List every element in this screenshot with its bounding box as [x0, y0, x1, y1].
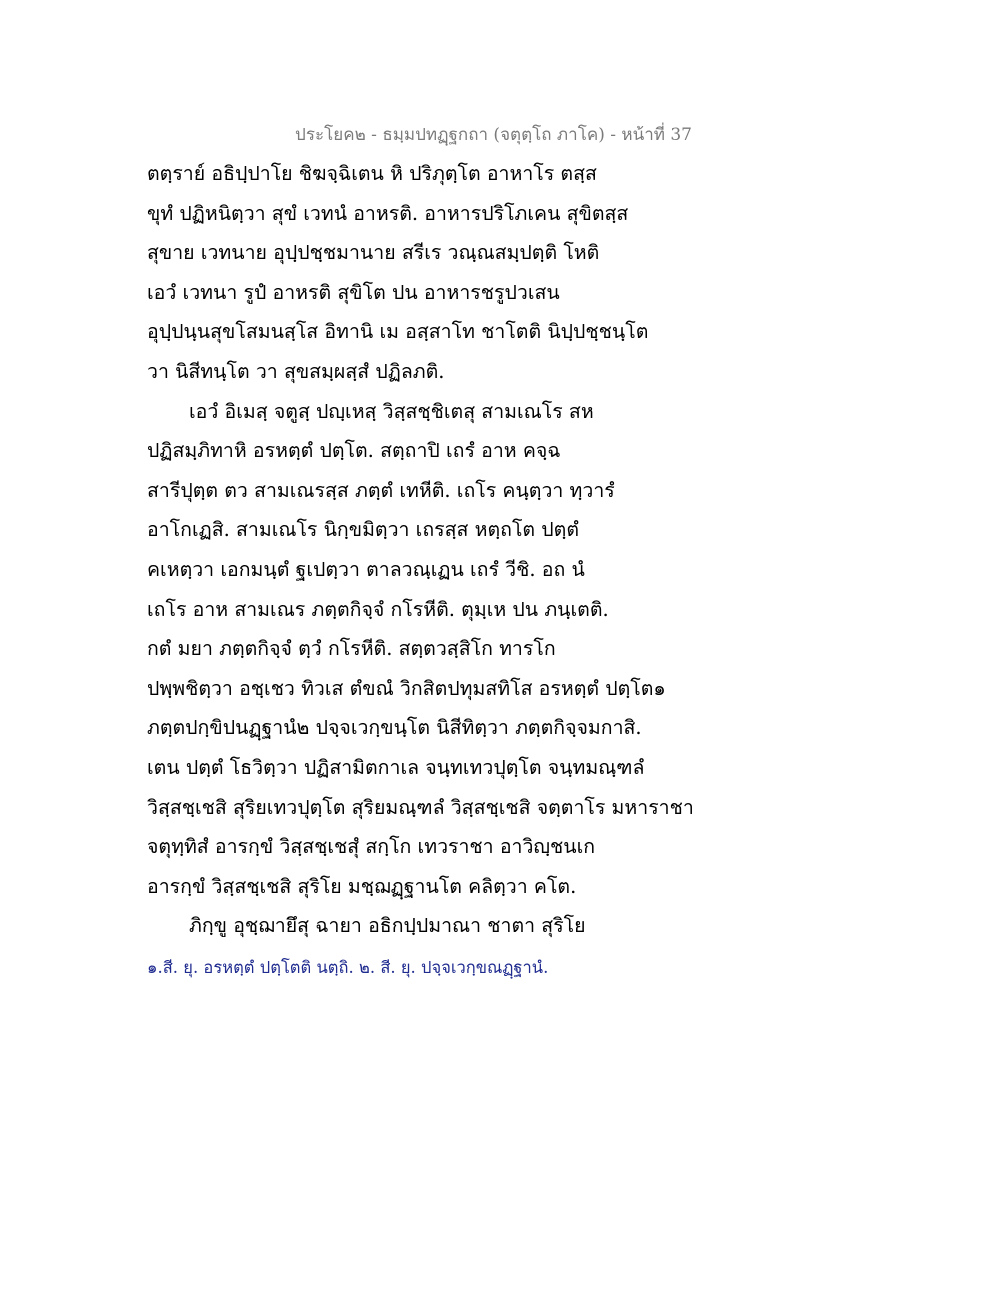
- text-line: สุขาย เวทนาย อุปฺปชฺชมานาย สรีเร วณฺณสมฺปตฺติ โหติ: [147, 241, 600, 265]
- paragraph-start-line: เอวํ อิเมสฺ จตูสฺ ปญฺเหสฺ วิสฺสชฺชิเตสุ สามเณโร สห: [189, 399, 594, 423]
- text-line: วา นิสีทนฺโต วา สุขสมฺผสฺสํ ปฏิลภติ.: [147, 359, 445, 383]
- text-line: คเหตฺวา เอกมนฺตํ ฐเปตฺวา ตาลวณฺเฏน เถรํ วีชิ. อถ นํ: [147, 557, 585, 581]
- text-line: ปพฺพชิตฺวา อชฺเชว ทิวเส ตํขณํ วิกสิตปทุมสทิโส อรหตฺตํ ปตฺโต๑: [147, 676, 666, 700]
- paragraph-start-line: ภิกฺขู อุชฺฌายึสุ ฉายา อธิกปฺปมาณา ชาตา สุริโย: [189, 914, 586, 938]
- text-line: เถโร อาห สามเณร ภตฺตกิจฺจํ กโรหีติ. ตุมฺเห ปน ภนฺเตติ.: [147, 597, 609, 621]
- text-line: อาโกเฏสิ. สามเณโร นิกฺขมิตฺวา เถรสฺส หตฺถโต ปตฺตํ: [147, 518, 579, 542]
- text-line: สารีปุตฺต ตว สามเณรสฺส ภตฺตํ เทหีติ. เถโร คนฺตฺวา ทฺวารํ: [147, 478, 615, 502]
- text-line: ปฏิสมฺภิทาหิ อรหตฺตํ ปตฺโต. สตฺถาปิ เถรํ อาห คจฺฉ: [147, 439, 561, 463]
- text-line: กตํ มยา ภตฺตกิจฺจํ ตฺวํ กโรหีติ. สตฺตวสฺสิโก ทารโก: [147, 637, 556, 661]
- body-text: [147, 154, 707, 946]
- text-line: อุปฺปนฺนสุขโสมนสฺโส อิทานิ เม อสฺสาโท ชาโตติ นิปฺปชฺชนฺโต: [147, 320, 649, 344]
- footnote: ๑.สี. ยุ. อรหตฺตํ ปตฺโตติ นตฺถิ. ๒. สี. ยุ. ปจฺจเวกฺขณฏฺฐานํ.: [147, 958, 549, 977]
- text-line: อารกฺขํ วิสฺสชฺเชสิ สุริโย มชฺฌฏฺฐานโต คลิตฺวา คโต.: [147, 874, 577, 898]
- text-line: ขุทํ ปฏิหนิตฺวา สุขํ เวทนํ อาหรติ. อาหารปริโภเคน สุขิตสฺส: [147, 201, 629, 225]
- text-line: ตตฺราย์ อธิปฺปาโย ชิฆจฺฉิเตน หิ ปริภุตฺโต อาหาโร ตสฺส: [147, 162, 597, 185]
- text-line: เตน ปตฺตํ โธวิตฺวา ปฏิสามิตกาเล จนฺทเทวปุตฺโต จนฺทมณฺฑลํ: [147, 755, 645, 779]
- text-line: วิสฺสชฺเชสิ สุริยเทวปุตฺโต สุริยมณฺฑลํ วิสฺสชฺเชสิ จตฺตาโร มหาราชา: [147, 795, 694, 819]
- page-header: ประโยค๒ - ธมฺมปทฏฺฐกถา (จตุตฺโถ ภาโค) - หน้าที่ 37: [295, 125, 692, 145]
- text-line: เอวํ เวทนา รูปํ อาหรติ สุขิโต ปน อาหารชรูปวเสน: [147, 280, 560, 304]
- text-line: ภตฺตปกฺขิปนฏฺฐานํ๒ ปจฺจเวกฺขนฺโต นิสีทิตฺวา ภตฺตกิจฺจมกาสิ.: [147, 716, 642, 740]
- text-line: จตุทฺทิสํ อารกฺขํ วิสฺสชฺเชสุํ สกฺโก เทวราชา อาวิญฺชนเก: [147, 835, 596, 859]
